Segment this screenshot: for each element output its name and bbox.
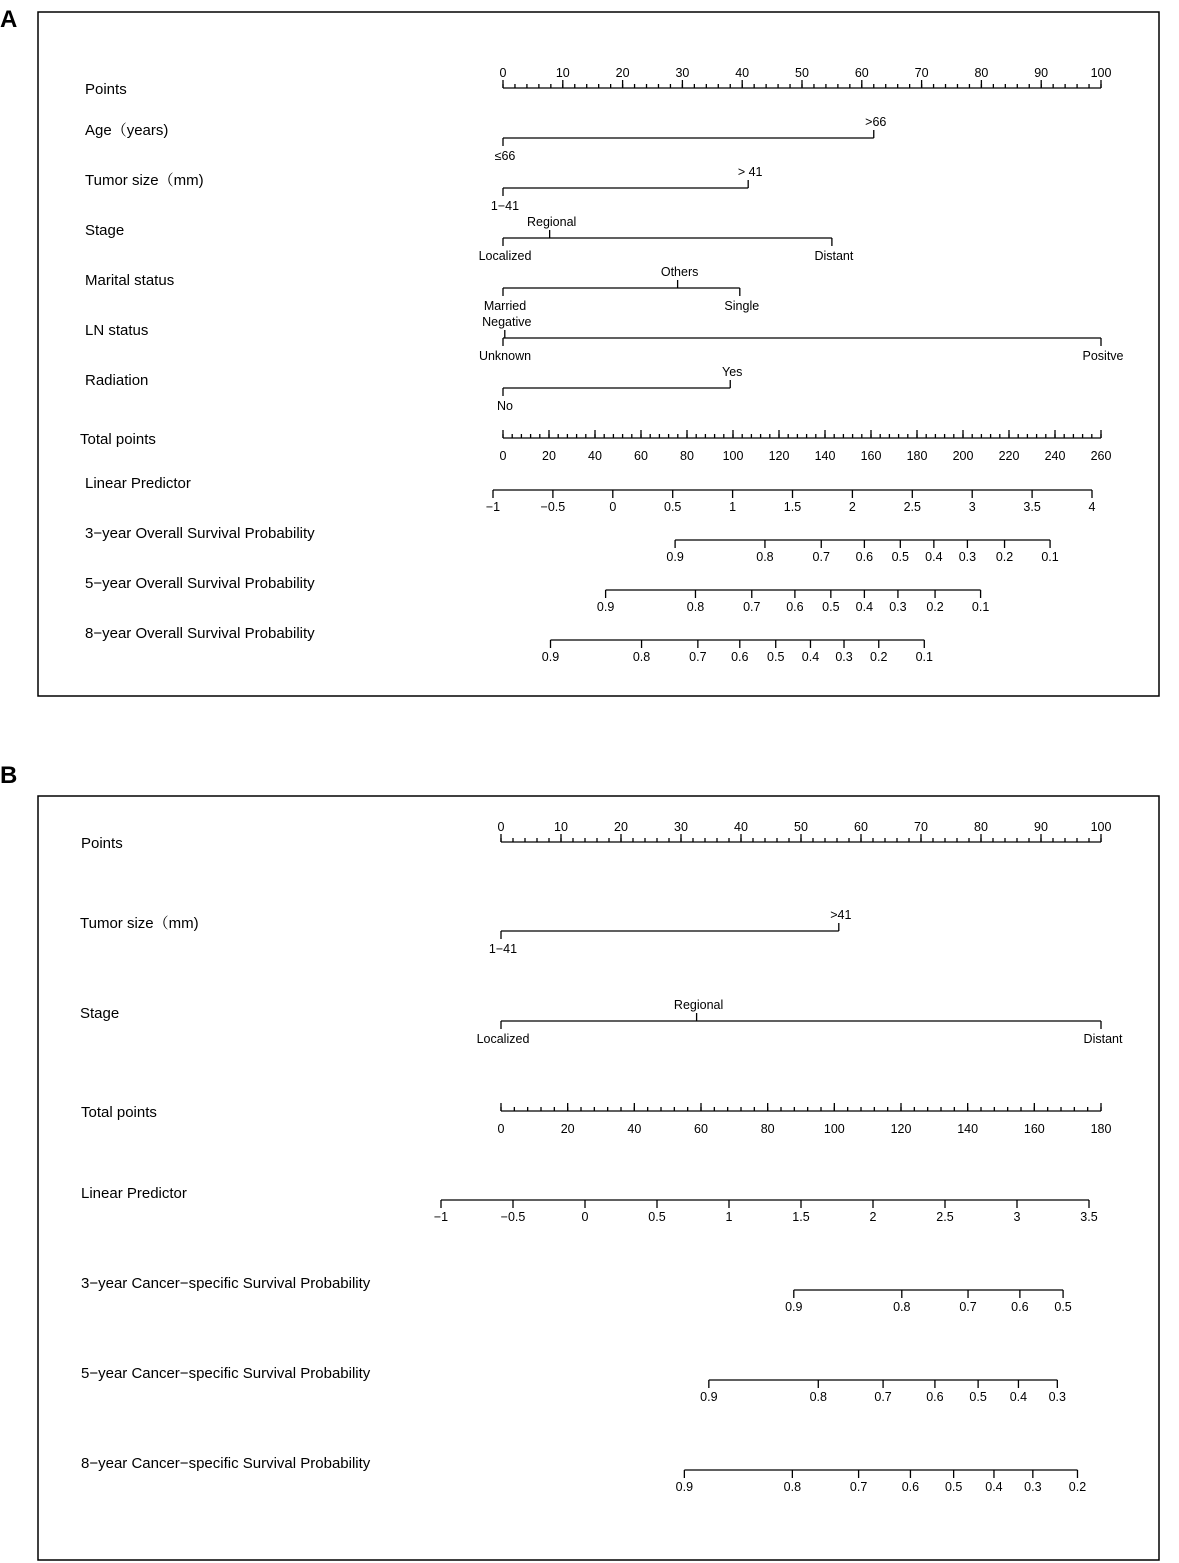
tick-label-points: 60	[854, 66, 869, 80]
tick-label-points: 0	[499, 66, 507, 80]
tick-label-total-points: 220	[998, 449, 1020, 463]
prob-label-3-year-cancer-specific-survival-probability: 0.6	[1011, 1300, 1029, 1314]
tick-label-total-points: 0	[497, 1122, 505, 1136]
tick-label-linear-predictor: 3	[968, 500, 976, 514]
tick-label-points: 100	[1090, 66, 1112, 80]
row-label-3-year-overall-survival-probability: 3−year Overall Survival Probability	[85, 525, 315, 542]
row-label-total-points: Total points	[81, 1104, 157, 1121]
panel-a	[0, 6, 1159, 696]
row-label-tumor-size-mm: Tumor size（mm)	[80, 915, 199, 932]
prob-label-8-year-overall-survival-probability: 0.8	[632, 650, 651, 664]
prob-label-5-year-cancer-specific-survival-probability: 0.9	[700, 1390, 718, 1404]
prob-label-3-year-cancer-specific-survival-probability: 0.9	[785, 1300, 803, 1314]
tick-label-total-points: 160	[860, 449, 882, 463]
row-3-year-overall-survival-probability	[85, 525, 1059, 564]
tick-label-total-points: 40	[588, 449, 602, 463]
tick-label-points: 80	[974, 66, 989, 80]
row-8-year-cancer-specific-survival-probability	[81, 1455, 1086, 1494]
tick-label-points: 40	[734, 820, 748, 834]
panel-a-frame	[38, 12, 1159, 696]
prob-label-3-year-overall-survival-probability: 0.2	[995, 550, 1014, 564]
tick-label-linear-predictor: 1	[725, 1210, 733, 1224]
tick-label-total-points: 80	[760, 1122, 775, 1136]
tick-label-linear-predictor: 0.5	[648, 1210, 666, 1224]
prob-label-5-year-overall-survival-probability: 0.4	[855, 600, 874, 614]
prob-label-5-year-cancer-specific-survival-probability: 0.3	[1048, 1390, 1067, 1404]
tick-label-total-points: 40	[627, 1122, 642, 1136]
prob-label-3-year-overall-survival-probability: 0.7	[812, 550, 830, 564]
row-label-stage: Stage	[80, 1005, 120, 1022]
prob-label-3-year-overall-survival-probability: 0.8	[756, 550, 774, 564]
tick-label-linear-predictor: 2.5	[936, 1210, 954, 1224]
tick-label-linear-predictor: 2	[869, 1210, 877, 1224]
prob-label-8-year-overall-survival-probability: 0.3	[835, 650, 853, 664]
level-label-66: ≤66	[494, 149, 516, 163]
row-label-age-years: Age（years)	[85, 122, 169, 139]
row-linear-predictor	[85, 475, 1096, 514]
panel-b	[0, 762, 1159, 1560]
tick-label-total-points: 180	[1090, 1122, 1112, 1136]
level-label-localized: Localized	[478, 249, 532, 263]
tick-label-linear-predictor: 0	[609, 500, 617, 514]
tick-label-total-points: 100	[722, 449, 744, 463]
row-tumor-size-mm	[80, 908, 851, 956]
tick-label-linear-predictor: 4	[1088, 500, 1096, 514]
prob-label-8-year-cancer-specific-survival-probability: 0.6	[901, 1480, 920, 1494]
tick-label-total-points: 140	[814, 449, 836, 463]
tick-label-total-points: 120	[768, 449, 790, 463]
tick-label-points: 50	[795, 66, 809, 80]
level-label-positve: Positve	[1082, 349, 1124, 363]
tick-label-total-points: 160	[1023, 1122, 1045, 1136]
level-label-married: Married	[483, 299, 527, 313]
level-label-41: >41	[830, 908, 852, 922]
prob-label-3-year-cancer-specific-survival-probability: 0.5	[1054, 1300, 1072, 1314]
prob-label-8-year-overall-survival-probability: 0.5	[767, 650, 785, 664]
prob-label-5-year-overall-survival-probability: 0.2	[926, 600, 944, 614]
tick-label-linear-predictor: 1.5	[783, 500, 802, 514]
level-label-unknown: Unknown	[478, 349, 532, 363]
tick-label-points: 10	[554, 820, 568, 834]
panel-b-frame	[38, 796, 1159, 1560]
tick-label-linear-predictor: −1	[485, 500, 501, 514]
level-label-1-41: 1−41	[488, 942, 518, 956]
row-marital-status	[85, 265, 759, 313]
row-5-year-cancer-specific-survival-probability	[81, 1365, 1066, 1404]
prob-label-5-year-cancer-specific-survival-probability: 0.8	[809, 1390, 827, 1404]
level-label-regional: Regional	[526, 215, 577, 229]
prob-label-8-year-overall-survival-probability: 0.4	[801, 650, 820, 664]
tick-label-total-points: 100	[823, 1122, 845, 1136]
tick-label-linear-predictor: 3.5	[1080, 1210, 1098, 1224]
row-label-points: Points	[85, 81, 127, 98]
tick-label-total-points: 20	[542, 449, 556, 463]
prob-label-3-year-overall-survival-probability: 0.5	[891, 550, 910, 564]
prob-label-8-year-cancer-specific-survival-probability: 0.2	[1068, 1480, 1087, 1494]
prob-label-8-year-cancer-specific-survival-probability: 0.9	[675, 1480, 694, 1494]
prob-label-8-year-overall-survival-probability: 0.1	[915, 650, 933, 664]
prob-label-3-year-overall-survival-probability: 0.4	[925, 550, 943, 564]
prob-label-5-year-cancer-specific-survival-probability: 0.6	[926, 1390, 944, 1404]
tick-label-points: 100	[1090, 820, 1112, 834]
row-stage	[85, 215, 854, 263]
tick-label-points: 0	[497, 820, 505, 834]
prob-label-5-year-overall-survival-probability: 0.7	[743, 600, 761, 614]
prob-label-3-year-overall-survival-probability: 0.6	[855, 550, 874, 564]
row-total-points	[80, 430, 1111, 463]
prob-label-3-year-cancer-specific-survival-probability: 0.7	[959, 1300, 977, 1314]
level-label-distant: Distant	[1083, 1032, 1123, 1046]
tick-label-linear-predictor: 3	[1013, 1210, 1021, 1224]
tick-label-total-points: 80	[680, 449, 694, 463]
tick-label-linear-predictor: −0.5	[540, 500, 566, 514]
level-label-yes: Yes	[722, 365, 743, 379]
level-label-66: >66	[865, 115, 887, 129]
tick-label-linear-predictor: 1	[729, 500, 737, 514]
prob-label-5-year-cancer-specific-survival-probability: 0.5	[969, 1390, 987, 1404]
tick-label-linear-predictor: 3.5	[1023, 500, 1041, 514]
prob-label-8-year-cancer-specific-survival-probability: 0.3	[1024, 1480, 1042, 1494]
row-label-3-year-cancer-specific-survival-probability: 3−year Cancer−specific Survival Probability	[81, 1275, 371, 1292]
prob-label-5-year-overall-survival-probability: 0.6	[786, 600, 804, 614]
level-label-1-41: 1−41	[490, 199, 520, 213]
tick-label-points: 90	[1034, 820, 1048, 834]
row-tumor-size-mm	[85, 165, 763, 213]
tick-label-total-points: 240	[1044, 449, 1066, 463]
tick-label-points: 20	[615, 66, 630, 80]
row-label-total-points: Total points	[80, 431, 156, 448]
tick-label-linear-predictor: −0.5	[500, 1210, 526, 1224]
prob-label-8-year-cancer-specific-survival-probability: 0.4	[985, 1480, 1003, 1494]
row-label-radiation: Radiation	[85, 372, 149, 389]
level-label-distant: Distant	[814, 249, 854, 263]
tick-label-linear-predictor: 0	[581, 1210, 589, 1224]
panel-letter-a: A	[0, 6, 18, 33]
tick-label-total-points: 200	[952, 449, 974, 463]
tick-label-total-points: 60	[694, 1122, 708, 1136]
row-total-points	[81, 1103, 1111, 1136]
row-points	[85, 66, 1111, 98]
row-label-linear-predictor: Linear Predictor	[85, 475, 191, 492]
row-label-stage: Stage	[85, 222, 125, 239]
level-label-single: Single	[724, 299, 760, 313]
row-label-tumor-size-mm: Tumor size（mm)	[85, 172, 204, 189]
tick-label-linear-predictor: 2	[848, 500, 856, 514]
level-label-others: Others	[660, 265, 699, 279]
tick-label-points: 20	[614, 820, 628, 834]
row-label-8-year-overall-survival-probability: 8−year Overall Survival Probability	[85, 625, 315, 642]
tick-label-linear-predictor: −1	[433, 1210, 449, 1224]
level-label-no: No	[497, 399, 513, 413]
prob-label-8-year-overall-survival-probability: 0.6	[731, 650, 749, 664]
tick-label-linear-predictor: 2.5	[903, 500, 921, 514]
row-label-ln-status: LN status	[85, 322, 149, 339]
prob-label-5-year-overall-survival-probability: 0.1	[971, 600, 990, 614]
prob-label-8-year-overall-survival-probability: 0.9	[541, 650, 560, 664]
row-age-years	[85, 115, 886, 163]
prob-label-5-year-cancer-specific-survival-probability: 0.7	[874, 1390, 892, 1404]
tick-label-linear-predictor: 1.5	[792, 1210, 810, 1224]
tick-label-points: 30	[674, 820, 688, 834]
prob-label-5-year-overall-survival-probability: 0.3	[889, 600, 907, 614]
tick-label-points: 90	[1034, 66, 1049, 80]
tick-label-points: 80	[974, 820, 988, 834]
row-label-marital-status: Marital status	[85, 272, 175, 289]
row-8-year-overall-survival-probability	[85, 625, 933, 664]
tick-label-total-points: 120	[890, 1122, 912, 1136]
prob-label-8-year-overall-survival-probability: 0.2	[870, 650, 888, 664]
prob-label-8-year-cancer-specific-survival-probability: 0.8	[783, 1480, 802, 1494]
row-linear-predictor	[81, 1185, 1098, 1224]
panel-letter-b: B	[0, 762, 18, 789]
prob-label-3-year-overall-survival-probability: 0.1	[1041, 550, 1059, 564]
row-label-5-year-cancer-specific-survival-probability: 5−year Cancer−specific Survival Probability	[81, 1365, 371, 1382]
prob-label-5-year-overall-survival-probability: 0.9	[596, 600, 615, 614]
tick-label-total-points: 60	[634, 449, 648, 463]
prob-label-8-year-cancer-specific-survival-probability: 0.7	[849, 1480, 868, 1494]
tick-label-points: 70	[914, 820, 928, 834]
row-3-year-cancer-specific-survival-probability	[81, 1275, 1072, 1314]
level-label-localized: Localized	[476, 1032, 530, 1046]
tick-label-points: 10	[555, 66, 570, 80]
prob-label-8-year-overall-survival-probability: 0.7	[689, 650, 707, 664]
tick-label-points: 40	[735, 66, 750, 80]
prob-label-8-year-cancer-specific-survival-probability: 0.5	[944, 1480, 963, 1494]
level-label-negative: Negative	[482, 315, 532, 329]
tick-label-linear-predictor: 0.5	[664, 500, 682, 514]
row-5-year-overall-survival-probability	[85, 575, 989, 614]
prob-label-3-year-overall-survival-probability: 0.9	[666, 550, 684, 564]
tick-label-total-points: 140	[957, 1122, 979, 1136]
prob-label-3-year-cancer-specific-survival-probability: 0.8	[893, 1300, 911, 1314]
row-label-5-year-overall-survival-probability: 5−year Overall Survival Probability	[85, 575, 315, 592]
row-points	[81, 820, 1111, 852]
row-label-points: Points	[81, 835, 123, 852]
tick-label-total-points: 260	[1090, 449, 1112, 463]
row-radiation	[85, 365, 742, 413]
level-label-regional: Regional	[673, 998, 724, 1012]
tick-label-points: 60	[854, 820, 868, 834]
row-label-linear-predictor: Linear Predictor	[81, 1185, 187, 1202]
tick-label-total-points: 20	[560, 1122, 575, 1136]
prob-label-5-year-overall-survival-probability: 0.8	[686, 600, 705, 614]
prob-label-5-year-cancer-specific-survival-probability: 0.4	[1009, 1390, 1028, 1404]
tick-label-points: 50	[794, 820, 808, 834]
tick-label-total-points: 180	[906, 449, 928, 463]
row-stage	[80, 998, 1123, 1046]
row-label-8-year-cancer-specific-survival-probability: 8−year Cancer−specific Survival Probability	[81, 1455, 371, 1472]
tick-label-points: 70	[914, 66, 929, 80]
row-ln-status	[85, 315, 1124, 363]
prob-label-3-year-overall-survival-probability: 0.3	[958, 550, 977, 564]
prob-label-5-year-overall-survival-probability: 0.5	[822, 600, 840, 614]
level-label-41: > 41	[737, 165, 763, 179]
tick-label-total-points: 0	[499, 449, 507, 463]
tick-label-points: 30	[675, 66, 690, 80]
